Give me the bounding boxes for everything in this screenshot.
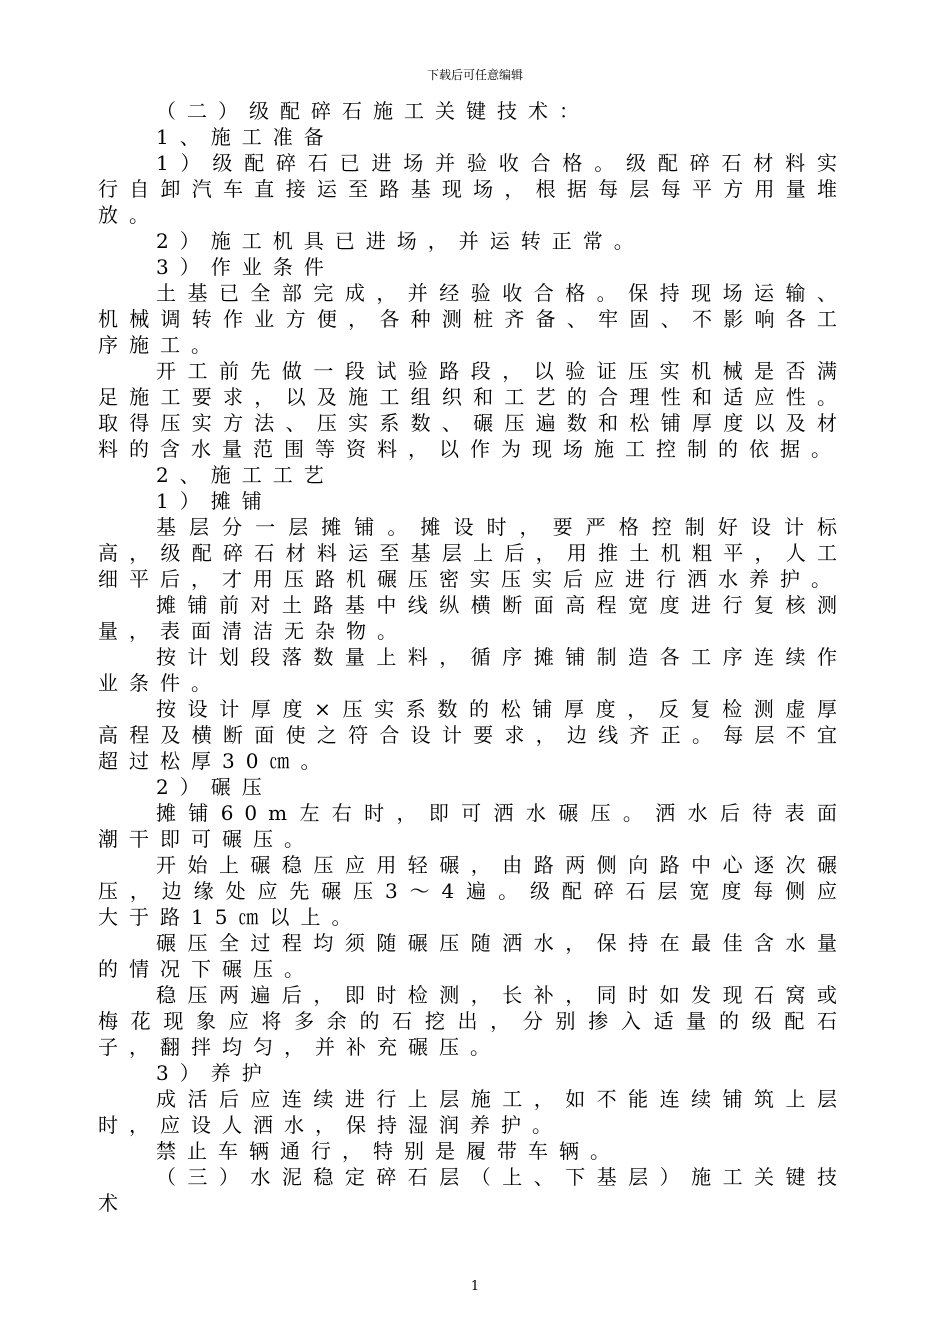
document-body: [98, 98, 848, 1216]
paragraph: 摊铺60m左右时，即可洒水碾压。洒水后待表面潮干即可碾压。: [98, 801, 848, 851]
page-number: 1: [470, 1279, 480, 1294]
page-header-note: 下载后可任意编辑: [426, 68, 523, 82]
paragraph: （二）级配碎石施工关键技术：: [156, 99, 590, 123]
paragraph: （三）水泥稳定碎石层（上、下基层）施工关键技术: [98, 1165, 848, 1215]
paragraph: 按设计厚度×压实系数的松铺厚度，反复检测虚厚高程及横断面使之符合设计要求，边线齐正。每层不宜超过松厚30㎝。: [98, 697, 848, 773]
paragraph: 碾压全过程均须随碾压随洒水，保持在最佳含水量的情况下碾压。: [98, 931, 848, 981]
paragraph: 基层分一层摊铺。摊设时，要严格控制好设计标高，级配碎石材料运至基层上后，用推土机粗平，人工细平后，才用压路机碾压密实压实后应进行洒水养护。: [98, 515, 848, 591]
paragraph: 3）养护: [156, 1061, 273, 1085]
paragraph: 3）作业条件: [156, 255, 335, 279]
paragraph: 开工前先做一段试验路段，以验证压实机械是否满足施工要求，以及施工组织和工艺的合理性和适应性。取得压实方法、压实系数、碾压遍数和松铺厚度以及材料的含水量范围等资料，以作为现场施工控制的依据。: [98, 359, 848, 461]
paragraph: 1、施工准备: [156, 125, 335, 149]
paragraph: 成活后应连续进行上层施工，如不能连续铺筑上层时，应设人洒水，保持湿润养护。: [98, 1087, 848, 1137]
paragraph: 按计划段落数量上料，循序摊铺制造各工序连续作业条件。: [98, 645, 848, 695]
paragraph: 2）施工机具已进场，并运转正常。: [156, 229, 645, 253]
paragraph: 禁止车辆通行，特别是履带车辆。: [156, 1139, 621, 1163]
paragraph: 稳压两遍后，即时检测，长补，同时如发现石窝或梅花现象应将多余的石挖出，分别掺入适量的级配石子，翻拌均匀，并补充碾压。: [98, 983, 848, 1059]
paragraph: 土基已全部完成，并经验收合格。保持现场运输、机械调转作业方便，各种测桩齐备、牢固、不影响各工序施工。: [98, 281, 848, 357]
paragraph: 1）摊铺: [156, 489, 273, 513]
paragraph: 2）碾压: [156, 775, 273, 799]
paragraph: 摊铺前对土路基中线纵横断面高程宽度进行复核测量，表面清洁无杂物。: [98, 593, 848, 643]
paragraph: 2、施工工艺: [156, 463, 335, 487]
paragraph: 开始上碾稳压应用轻碾，由路两侧向路中心逐次碾压，边缘处应先碾压3～4遍。级配碎石层宽度每侧应大于路15㎝以上。: [98, 853, 848, 929]
paragraph: 1）级配碎石已进场并验收合格。级配碎石材料实行自卸汽车直接运至路基现场，根据每层每平方用量堆放。: [98, 151, 848, 227]
